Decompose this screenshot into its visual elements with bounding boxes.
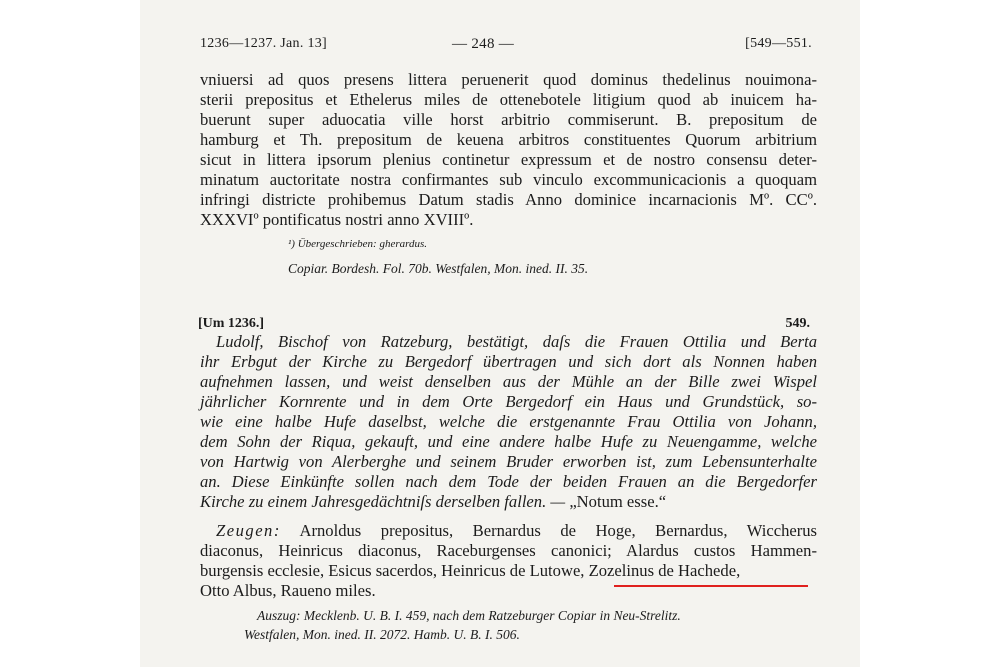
document-number: 549.	[785, 316, 810, 331]
witness-line	[200, 561, 817, 581]
summary-line: wie eine halbe Hufe daselbst, welche die erstgenannte Frau Ottilia von Johann,	[200, 412, 817, 431]
witness-line	[200, 521, 817, 541]
highlighted-name: Zozelinus de Hachede	[588, 561, 737, 580]
witness-text: ,	[736, 561, 741, 580]
document-page	[140, 0, 860, 667]
summary-line: von Hartwig von Alerberghe und seinem Bruder erworben ist, zum Lebensunterhalte	[200, 452, 817, 471]
text-line: infringi districte prohibemus Datum stadis Anno dominice incarnacionis Mº. CCº.	[200, 190, 817, 209]
witnesses-label: Zeugen:	[216, 521, 281, 540]
header-date: 1236—1237. Jan. 13]	[200, 36, 328, 51]
text-line: buerunt super aduocatia ville horst arbitrio commiserunt. B. prepositum de	[200, 110, 817, 129]
footnote: ¹) Übergeschrieben: gherardus.	[288, 238, 428, 250]
summary-line: jährlicher Kornrente und in dem Orte Bergedorf ein Haus und Grundstück, so-	[200, 392, 817, 411]
text-line: hamburg et Th. prepositum de keuena arbitros constituentes Quorum arbitrium	[200, 130, 817, 149]
summary-line: dem Sohn der Riqua, gekauft, und eine andere halbe Hufe zu Neuengamme, welche	[200, 432, 817, 451]
incipit-quote: „Notum esse.“	[569, 492, 667, 511]
witness-line: Otto Albus, Raueno miles.	[200, 581, 376, 600]
witness-text: burgensis ecclesie, Esicus sacerdos, Heinricus de Lutowe,	[200, 561, 585, 580]
document-summary	[200, 332, 817, 512]
document-date: [Um 1236.]	[198, 316, 265, 331]
page-number: — 248 —	[452, 36, 515, 52]
prev-document-text	[200, 70, 817, 230]
summary-line: ihr Erbgut der Kirche zu Bergedorf übertragen und sich dort als Nonnen haben	[200, 352, 817, 371]
excerpt-line: Auszug: Mecklenb. U. B. I. 459, nach dem Ratzeburger Copiar in Neu-Strelitz.	[257, 608, 681, 623]
text-line: XXXVIº pontificatus nostri anno XVIIIº.	[200, 210, 474, 229]
summary-line: an. Diese Einkünfte sollen nach dem Tode der beiden Frauen an die Bergedorfer	[200, 472, 817, 491]
header-doc-range: [549—551.	[745, 36, 812, 51]
text-line: minatum auctoritate nostra confirmantes sub vinculo excommunicacionis a quoquam	[200, 170, 817, 189]
source-citation: Copiar. Bordesh. Fol. 70b. Westfalen, Mon. ined. II. 35.	[288, 261, 589, 276]
witnesses	[200, 521, 817, 601]
excerpt-line: Westfalen, Mon. ined. II. 2072. Hamb. U. B. I. 506.	[244, 627, 520, 642]
witness-text: Arnoldus prepositus, Bernardus de Hoge, Bernardus, Wiccherus	[299, 521, 818, 540]
witness-line: diaconus, Heinricus diaconus, Raceburgenses canonici; Alardus custos Hammen-	[200, 541, 817, 560]
text-line: vniuersi ad quos presens littera peruenerit quod dominus thedelinus nouimona-	[200, 70, 817, 89]
text-line: sicut in littera ipsorum plenius continetur expressum et de nostro consensu deter-	[200, 150, 817, 169]
summary-line	[200, 492, 817, 512]
summary-line: aufnehmen lassen, und weist denselben aus der Mühle an der Bille zwei Wispel	[200, 372, 817, 391]
summary-line: Ludolf, Bischof von Ratzeburg, bestätigt, daſs die Frauen Ottilia und Berta	[216, 332, 817, 351]
summary-last: Kirche zu einem Jahresgedächtniſs derselben fallen. —	[200, 492, 566, 511]
text-line: sterii prepositus et Ethelerus miles de ottenebotele litigium quod ab inuicem ha-	[200, 90, 817, 109]
highlight-underline	[614, 585, 808, 587]
